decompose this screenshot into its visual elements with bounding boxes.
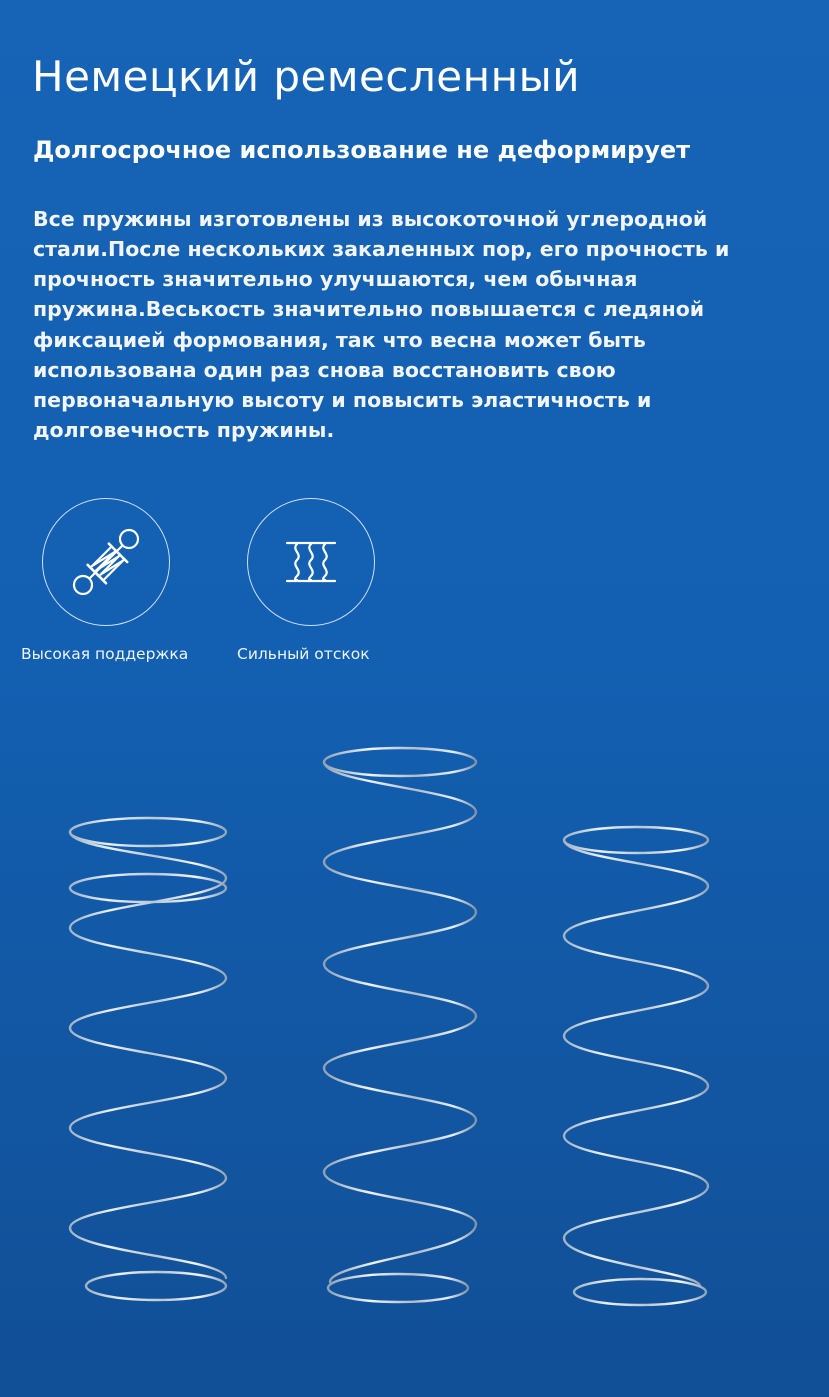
coil-spring-diagonal-icon	[43, 499, 169, 625]
three-springs-between-lines-icon	[248, 499, 374, 625]
feature-icon-circle	[42, 498, 170, 626]
three-coil-springs-photo	[0, 700, 829, 1360]
spring-illustration	[0, 700, 829, 1360]
page-title: Немецкий ремесленный	[32, 52, 581, 101]
feature-list	[21, 498, 793, 678]
page-subtitle: Долгосрочное использование не деформирует	[33, 136, 691, 164]
feature-item-high-support	[21, 498, 223, 663]
spring-right	[564, 827, 708, 1305]
description-paragraph: Все пружины изготовлены из высокоточной углеродной стали.После нескольких закаленных пор, его прочность и прочность значительно улучшаются, чем обычная пружина.Веськость значительно повышается с ледяной фиксацией формования, так что весна может быть использована один раз снова восстановить свою первоначальную высоту и повысить эластичность и долговечность пружины.	[33, 207, 730, 442]
feature-icon-circle	[247, 498, 375, 626]
feature-label: Сильный отскок	[237, 645, 370, 663]
feature-item-strong-rebound	[236, 498, 426, 663]
spring-middle	[324, 748, 476, 1302]
feature-label: Высокая поддержка	[21, 645, 189, 663]
spring-left	[70, 818, 226, 1300]
